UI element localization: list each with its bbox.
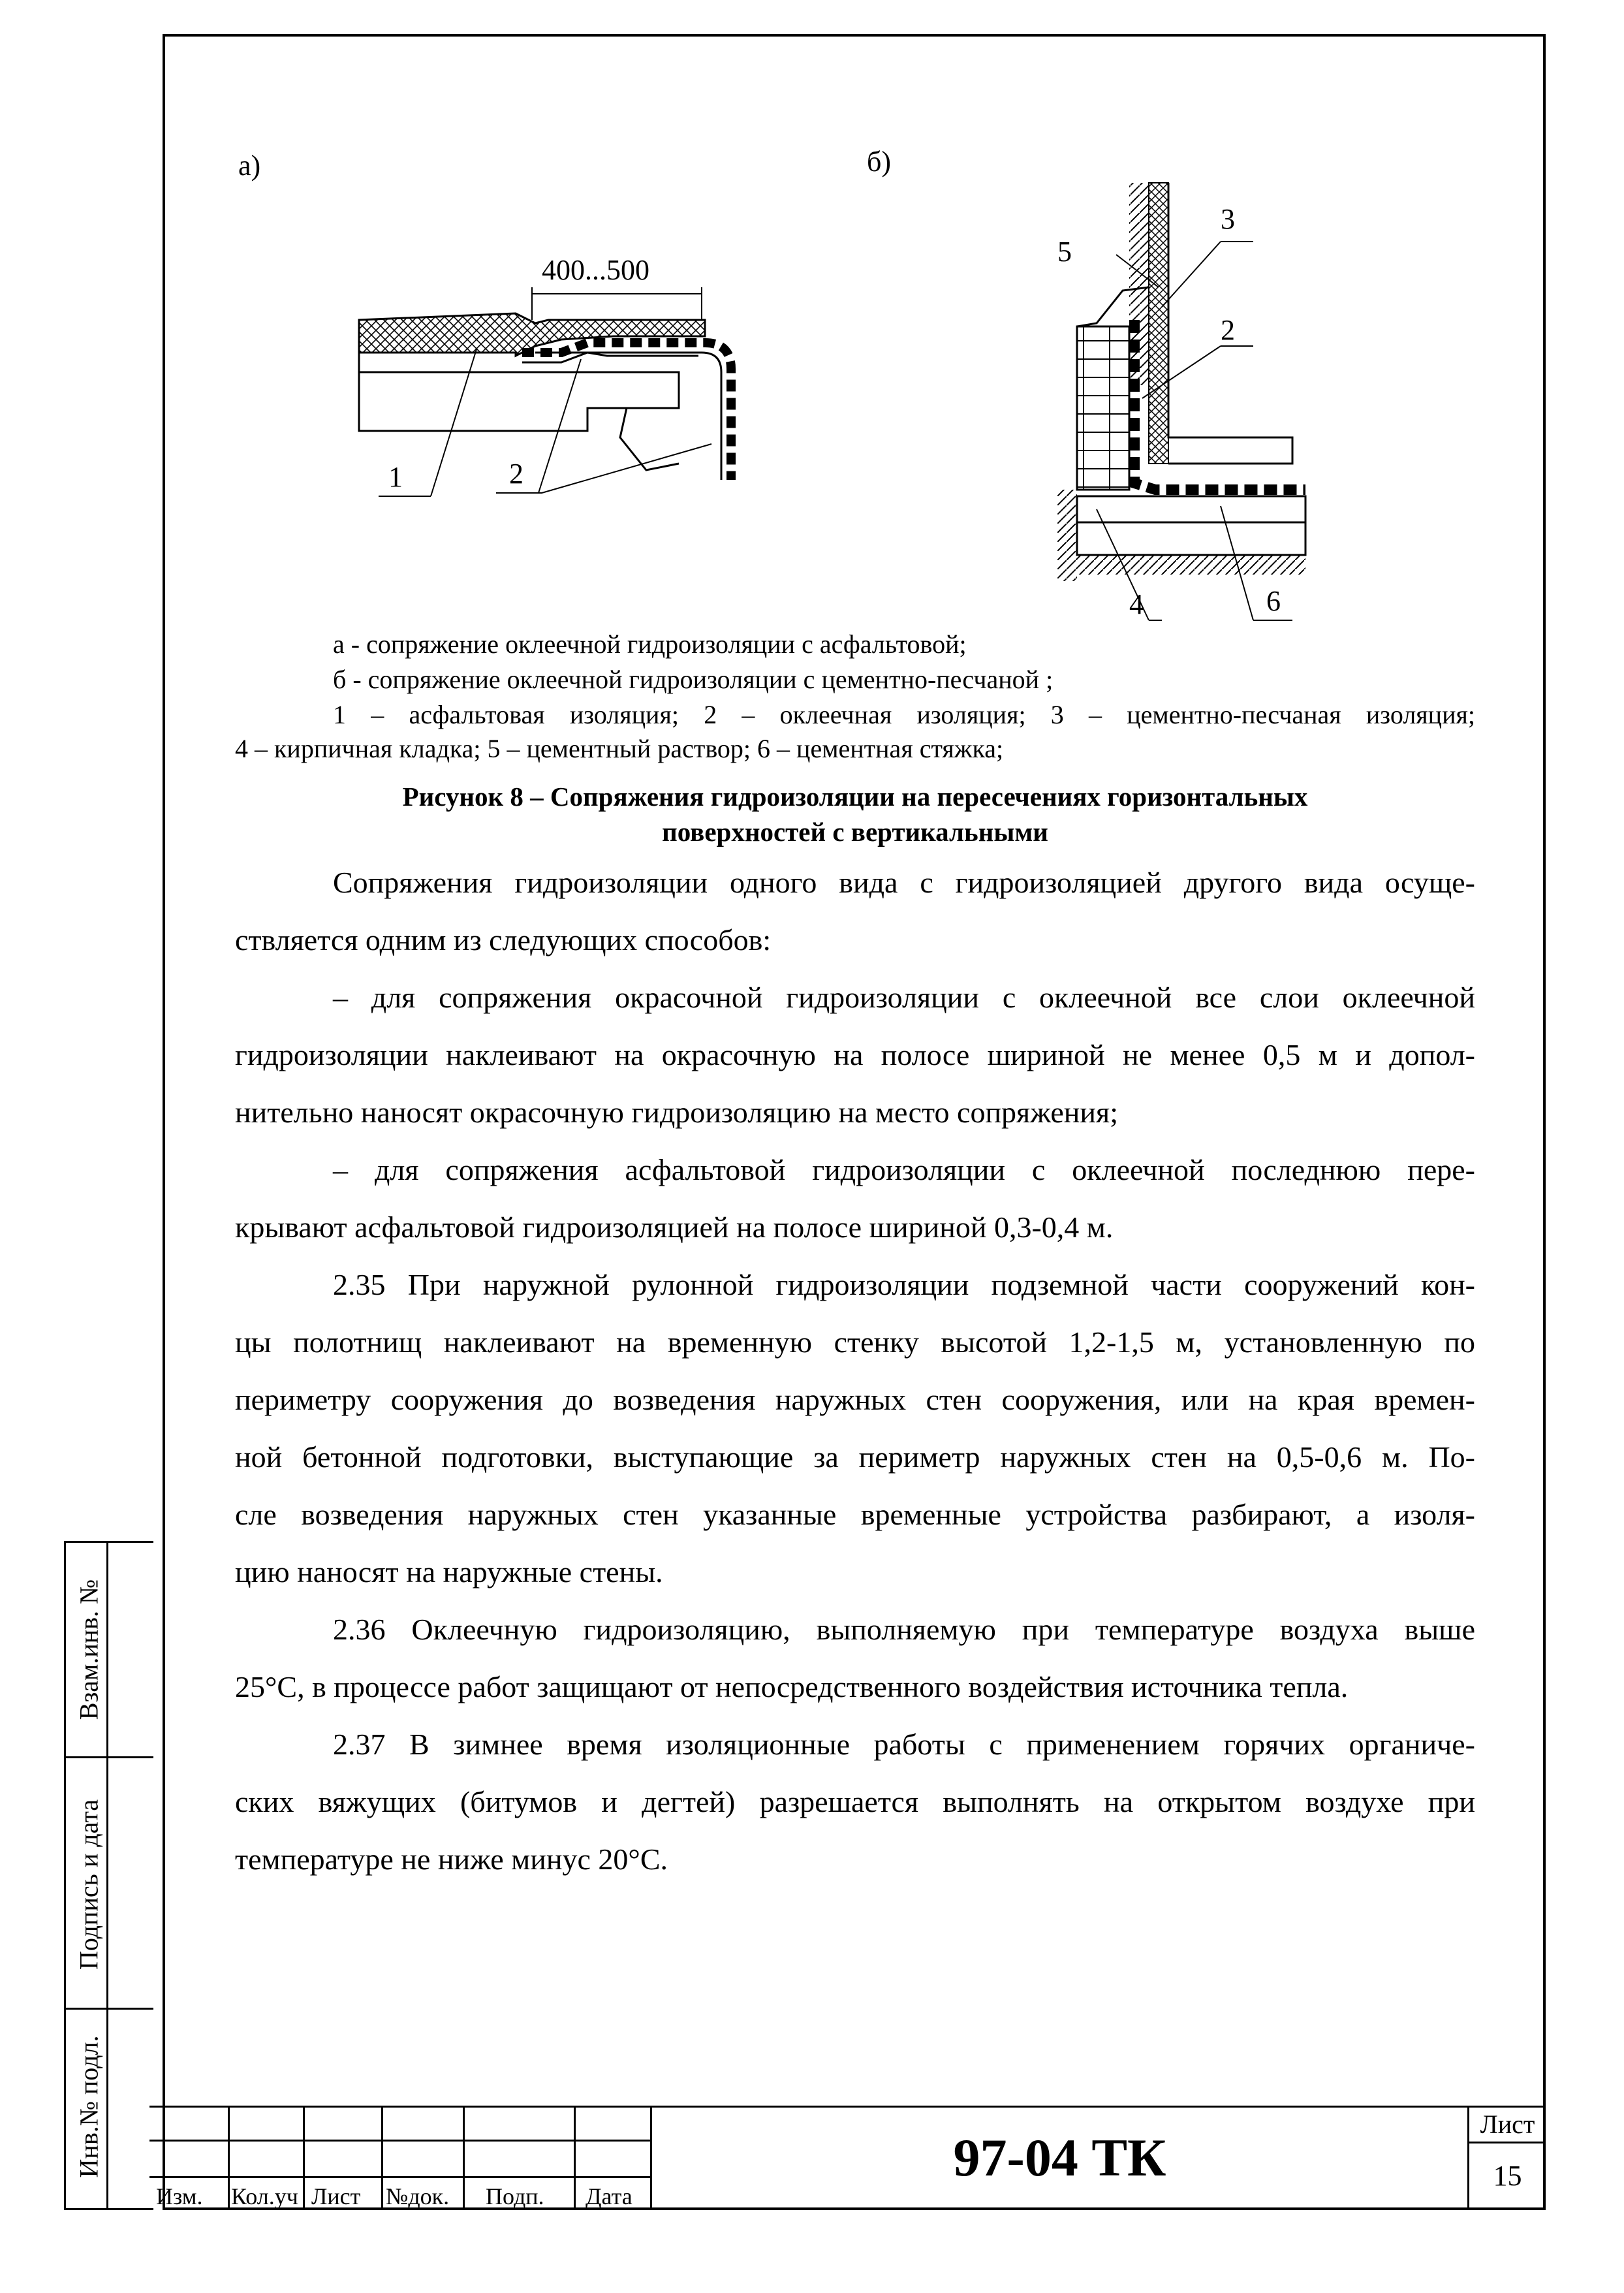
body-line: гидроизоляции наклеивают на окрасочную на полосе шириной не менее 0,5 м и допол- bbox=[235, 1038, 1475, 1071]
body-line: – для сопряжения асфальтовой гидроизоляции с оклеечной последнюю пере- bbox=[333, 1153, 1475, 1186]
sheet-box bbox=[1467, 2106, 1546, 2210]
body-line: цы полотнищ наклеивают на временную стенку высотой 1,2-1,5 м, установленную по bbox=[235, 1325, 1475, 1359]
figure-b-drawing bbox=[1057, 176, 1332, 633]
body-line: 2.37 В зимнее время изоляционные работы с применением горячих органиче- bbox=[333, 1728, 1475, 1761]
body-line: температуре не ниже минус 20°С. bbox=[235, 1842, 668, 1876]
figure-title: Рисунок 8 – Сопряжения гидроизоляции на пересечениях горизонтальных bbox=[402, 782, 1308, 812]
body-line: ствляется одним из следующих способов: bbox=[235, 923, 772, 957]
caption-line: 1 – асфальтовая изоляция; 2 – оклеечная изоляция; 3 – цементно-песчаная изоляция; bbox=[333, 700, 1475, 729]
figure-title: поверхностей с вертикальными bbox=[662, 817, 1048, 847]
sidebar-inv-label: Инв.№ подл. bbox=[74, 2035, 104, 2178]
sidebar-podpis-label: Подпись и дата bbox=[74, 1799, 104, 1970]
document-number: 97-04 ТК bbox=[650, 2106, 1467, 2210]
body-line: сле возведения наружных стен указанные временные устройства разбирают, а изоля- bbox=[235, 1498, 1475, 1531]
body-line: – для сопряжения окрасочной гидроизоляции с оклеечной все слои оклеечной bbox=[333, 981, 1475, 1014]
sidebar-vzam-label: Взам.инв. № bbox=[74, 1579, 104, 1720]
figure-a-drawing bbox=[339, 248, 809, 522]
stamp-col-podp: Подп. bbox=[486, 2183, 544, 2209]
body-line: периметру сооружения до возведения наружных стен сооружения, или на края времен- bbox=[235, 1383, 1475, 1416]
caption-line: б - сопряжение оклеечной гидроизоляции с цементно-песчаной ; bbox=[333, 665, 1054, 694]
stamp-col-data: Дата bbox=[586, 2183, 632, 2209]
dimension-label: 400...500 bbox=[542, 254, 649, 286]
stamp-col-kolich: Кол.уч bbox=[231, 2183, 298, 2209]
callout-b-2: 2 bbox=[1221, 314, 1235, 346]
body-line: цию наносят на наружные стены. bbox=[235, 1555, 663, 1589]
figure-label-b: б) bbox=[867, 146, 892, 178]
stamp-col-list: Лист bbox=[311, 2183, 361, 2209]
body-line: 2.35 При наружной рулонной гидроизоляции подземной части сооружений кон- bbox=[333, 1268, 1475, 1301]
callout-b-5: 5 bbox=[1057, 236, 1072, 268]
callout-a-1: 1 bbox=[388, 461, 403, 493]
caption-line: 4 – кирпичная кладка; 5 – цементный раствор; 6 – цементная стяжка; bbox=[235, 734, 1004, 763]
side-stamp bbox=[64, 1541, 153, 2210]
stamp-col-izm: Изм. bbox=[156, 2183, 203, 2209]
callout-a-2: 2 bbox=[509, 458, 523, 490]
body-line: 2.36 Оклеечную гидроизоляцию, выполняемую при температуре воздуха выше bbox=[333, 1613, 1475, 1646]
body-line: нительно наносят окрасочную гидроизоляцию на место сопряжения; bbox=[235, 1096, 1118, 1129]
callout-b-4: 4 bbox=[1129, 588, 1144, 620]
body-line: 25°С, в процессе работ защищают от непосредственного воздействия источника тепла. bbox=[235, 1670, 1349, 1703]
stamp-grid bbox=[149, 2106, 650, 2210]
body-line: крывают асфальтовой гидроизоляцией на полосе шириной 0,3-0,4 м. bbox=[235, 1210, 1114, 1244]
sheet-number: 15 bbox=[1493, 2160, 1522, 2192]
stamp-col-ndok: №док. bbox=[386, 2183, 450, 2209]
caption-line: а - сопряжение оклеечной гидроизоляции с асфальтовой; bbox=[333, 629, 967, 659]
callout-b-3: 3 bbox=[1221, 203, 1235, 235]
body-line: ной бетонной подготовки, выступающие за периметр наружных стен на 0,5-0,6 м. По- bbox=[235, 1440, 1475, 1474]
figure-label-a: а) bbox=[238, 150, 261, 182]
sheet-label: Лист bbox=[1469, 2106, 1546, 2143]
callout-b-6: 6 bbox=[1266, 585, 1281, 617]
body-line: ских вяжущих (битумов и дегтей) разрешается выполнять на открытом воздухе при bbox=[235, 1785, 1475, 1818]
body-line: Сопряжения гидроизоляции одного вида с гидроизоляцией другого вида осуще- bbox=[333, 866, 1475, 899]
